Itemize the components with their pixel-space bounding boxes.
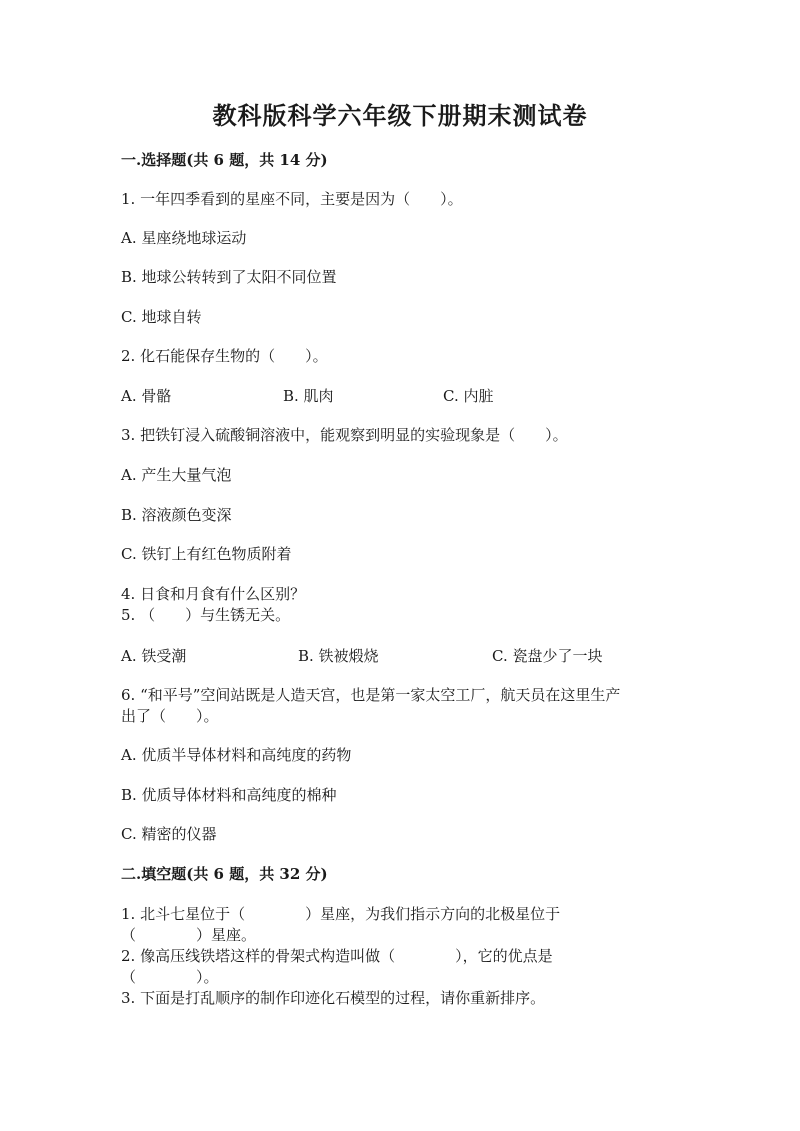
section-heading-choice: 一.选择题(共 6 题，共 14 分): [121, 151, 328, 169]
question-2-option-b: B. 肌肉: [283, 387, 334, 405]
question-6-option-b: B. 优质导体材料和高纯度的棉种: [121, 786, 337, 804]
fill-question-1-line2: （ ）星座。: [121, 926, 257, 944]
question-1-stem: 1. 一年四季看到的星座不同，主要是因为（ ）。: [121, 190, 463, 208]
fill-question-3-line1: 3. 下面是打乱顺序的制作印迹化石模型的过程，请你重新排序。: [121, 989, 546, 1007]
question-6-option-a: A. 优质半导体材料和高纯度的药物: [121, 746, 352, 764]
question-6-option-c: C. 精密的仪器: [121, 825, 217, 843]
question-1-option-c: C. 地球自转: [121, 308, 202, 326]
question-6-stem-line1: 6. “和平号”空间站既是人造天宫，也是第一家太空工厂，航天员在这里生产: [121, 686, 621, 704]
question-5-option-b: B. 铁被煅烧: [298, 647, 379, 665]
question-5-option-a: A. 铁受潮: [121, 647, 187, 665]
question-5-option-c: C. 瓷盘少了一块: [492, 647, 603, 665]
question-5-stem: 5. （ ）与生锈无关。: [121, 606, 291, 624]
question-2-options: [0, 386, 800, 406]
question-2-option-a: A. 骨骼: [121, 387, 172, 405]
question-1-option-a: A. 星座绕地球运动: [121, 229, 247, 247]
section-heading-fill-blank: 二.填空题(共 6 题，共 32 分): [121, 865, 328, 883]
fill-question-2-line2: （ ）。: [121, 968, 219, 986]
question-3-option-a: A. 产生大量气泡: [121, 466, 232, 484]
question-5-options: [0, 646, 800, 666]
question-1-option-b: B. 地球公转转到了太阳不同位置: [121, 268, 337, 286]
question-3-option-c: C. 铁钉上有红色物质附着: [121, 545, 292, 563]
question-2-stem: 2. 化石能保存生物的（ ）。: [121, 347, 328, 365]
question-6-stem-line2: 出了（ ）。: [121, 707, 219, 725]
question-4-stem: 4. 日食和月食有什么区别？: [121, 585, 306, 603]
page-title: 教科版科学六年级下册期末测试卷: [212, 101, 588, 130]
question-2-option-c: C. 内脏: [443, 387, 494, 405]
question-3-option-b: B. 溶液颜色变深: [121, 506, 232, 524]
fill-question-1-line1: 1. 北斗七星位于（ ）星座，为我们指示方向的北极星位于: [121, 905, 561, 923]
fill-question-2-line1: 2. 像高压线铁塔这样的骨架式构造叫做（ ），它的优点是: [121, 947, 553, 965]
question-3-stem: 3. 把铁钉浸入硫酸铜溶液中，能观察到明显的实验现象是（ ）。: [121, 426, 568, 444]
